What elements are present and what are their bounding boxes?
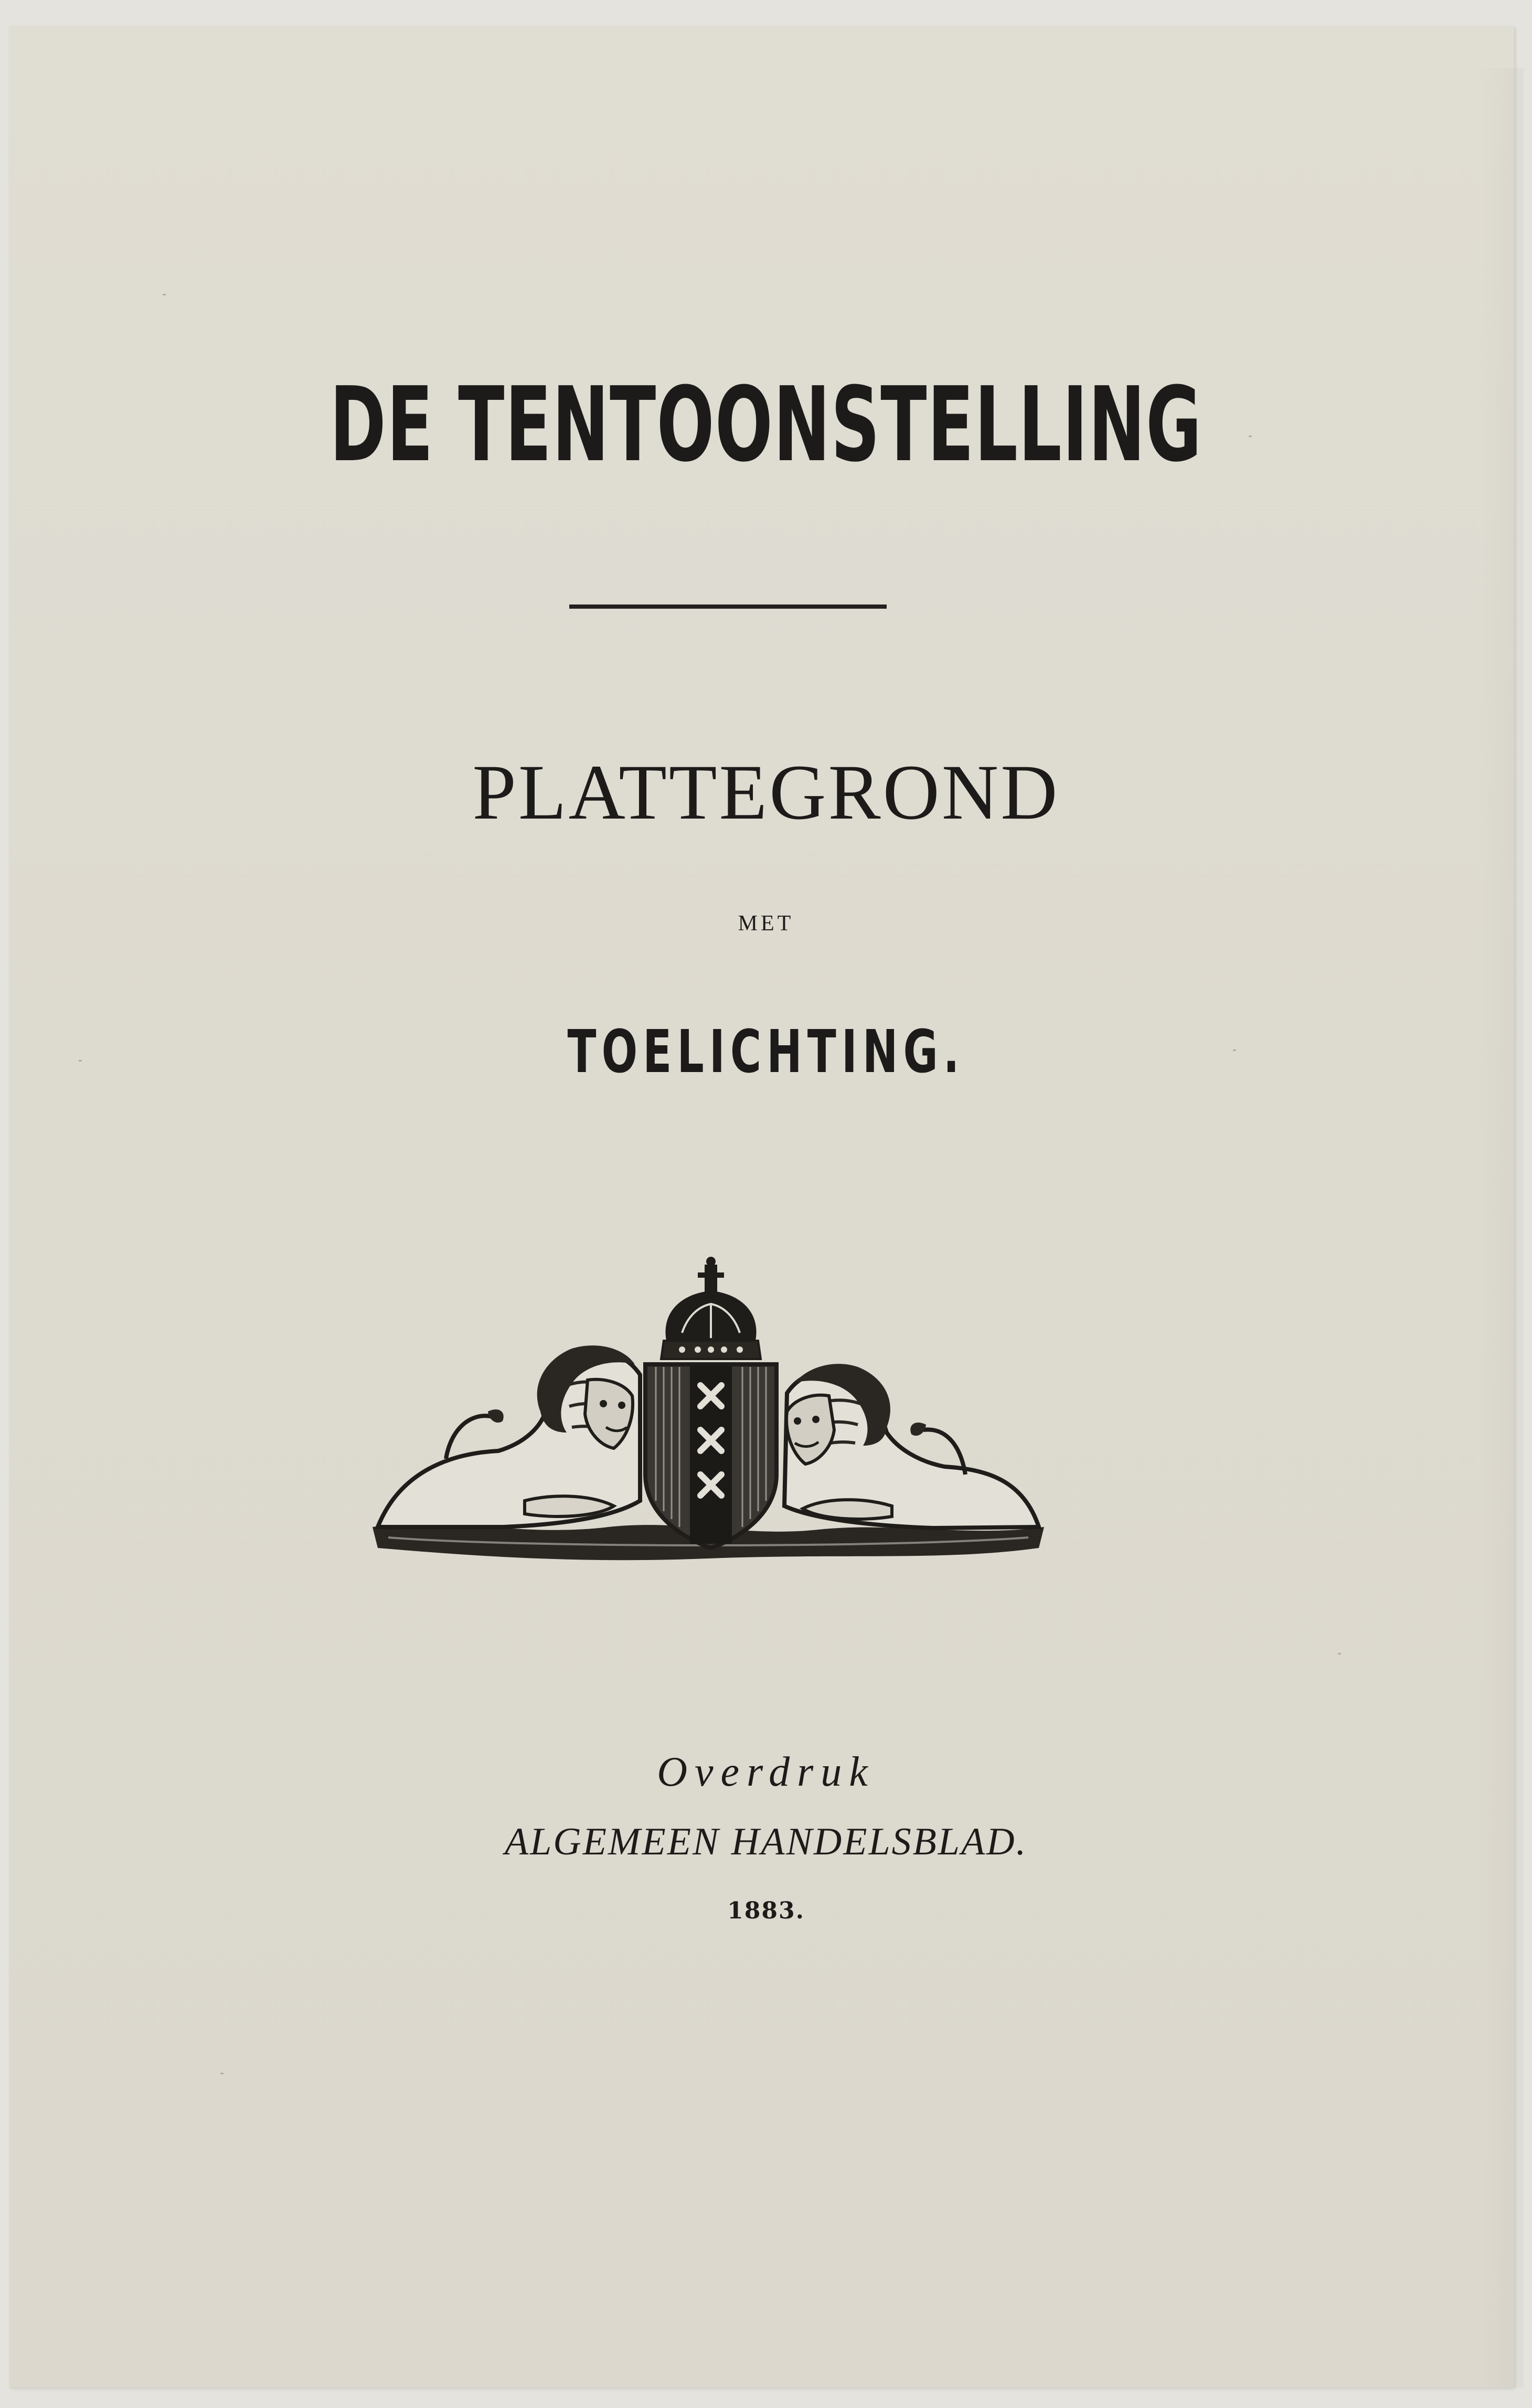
document-connector: MET [738,911,794,936]
amsterdam-coat-of-arms-icon [367,1254,1049,1579]
title-divider-rule [569,604,887,609]
document-subheading: TOELICHTING. [567,1018,965,1086]
imprint-overdruk: Overdruk [657,1749,875,1795]
paper-speck [220,2073,224,2074]
sheet-edge [1478,68,1524,2388]
paper-speck [79,1060,82,1062]
paper-speck [1338,1653,1341,1654]
imprint-year: 1883. [727,1897,805,1924]
imprint-publisher: ALGEMEEN HANDELSBLAD. [504,1820,1028,1863]
document-heading: PLATTEGROND [472,749,1060,836]
paper-speck [163,294,166,295]
document-title: DE TENTOONSTELLING [329,365,1203,485]
